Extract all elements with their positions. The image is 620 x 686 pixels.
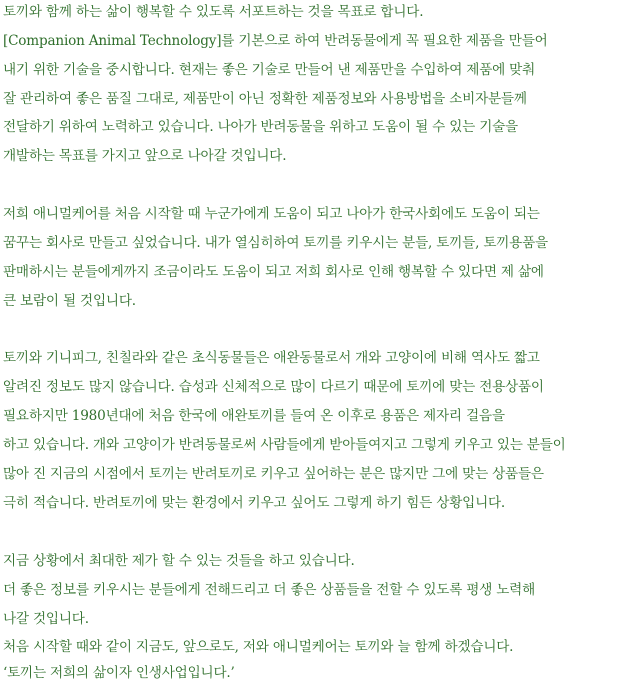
text-line: [Companion Animal Technology]를 기본으로 하여 반려동물에게 꼭 필요한 제품을 만들어 xyxy=(3,33,548,49)
text-line: 저희 애니멀케어를 처음 시작할 때 누군가에게 도움이 되고 나아가 한국사회에도 도움이 되는 xyxy=(3,206,540,222)
text-line: 개발하는 목표를 가지고 앞으로 나아갈 것입니다. xyxy=(3,148,287,164)
text-line: 토끼와 함께 하는 삶이 행복할 수 있도록 서포트하는 것을 목표로 합니다. xyxy=(3,4,424,20)
text-line: 많아 진 지금의 시점에서 토끼는 반려토끼로 키우고 싶어하는 분은 많지만 그에 맞는 상품들은 xyxy=(3,466,544,482)
text-line: 나갈 것입니다. xyxy=(3,611,89,627)
text-line: 전달하기 위하여 노력하고 있습니다. 나아가 반려동물을 위하고 도움이 될 수 있는 기술을 xyxy=(3,119,518,135)
text-line: 잘 관리하여 좋은 품질 그대로, 제품만이 아닌 정확한 제품정보와 사용방법을 소비자분들께 xyxy=(3,91,527,107)
text-line: 내기 위한 기술을 중시합니다. 현재는 좋은 기술로 만들어 낸 제품만을 수입하여 제품에 맞춰 xyxy=(3,62,536,78)
text-line: 판매하시는 분들에게까지 조금이라도 도움이 되고 저희 회사로 인해 행복할 수 있다면 제 삶에 xyxy=(3,264,544,280)
text-line: 꿈꾸는 회사로 만들고 싶었습니다. 내가 열심히하여 토끼를 키우시는 분들, 토끼들, 토끼용품을 xyxy=(3,235,548,251)
closing-quote: ‘토끼는 저희의 삶이자 인생사업입니다.’ xyxy=(3,665,235,681)
text-line: 지금 상황에서 최대한 제가 할 수 있는 것들을 하고 있습니다. xyxy=(3,553,355,569)
text-line: 알려진 정보도 많지 않습니다. 습성과 신체적으로 많이 다르기 때문에 토끼에 맞는 전용상품이 xyxy=(3,379,544,395)
text-line: 필요하지만 1980년대에 처음 한국에 애완토끼를 들여 온 이후로 용품은 제자리 걸음을 xyxy=(3,408,505,424)
text-line: 토끼와 기니피그, 친칠라와 같은 초식동물들은 애완동물로서 개와 고양이에 비해 역사도 짧고 xyxy=(3,350,540,366)
text-line: 큰 보람이 될 것입니다. xyxy=(3,293,136,309)
text-line: 처음 시작할 때와 같이 지금도, 앞으로도, 저와 애니멀케어는 토끼와 늘 함께 하겠습니다. xyxy=(3,639,514,655)
text-line: 하고 있습니다. 개와 고양이가 반려동물로써 사람들에게 받아들여지고 그렇게 키우고 있는 분들이 xyxy=(3,437,566,453)
text-line: 극히 적습니다. 반려토끼에 맞는 환경에서 키우고 싶어도 그렇게 하기 힘든 상황입니다. xyxy=(3,495,506,511)
text-line: 더 좋은 정보를 키우시는 분들에게 전해드리고 더 좋은 상품들을 전할 수 있도록 평생 노력해 xyxy=(3,582,536,598)
